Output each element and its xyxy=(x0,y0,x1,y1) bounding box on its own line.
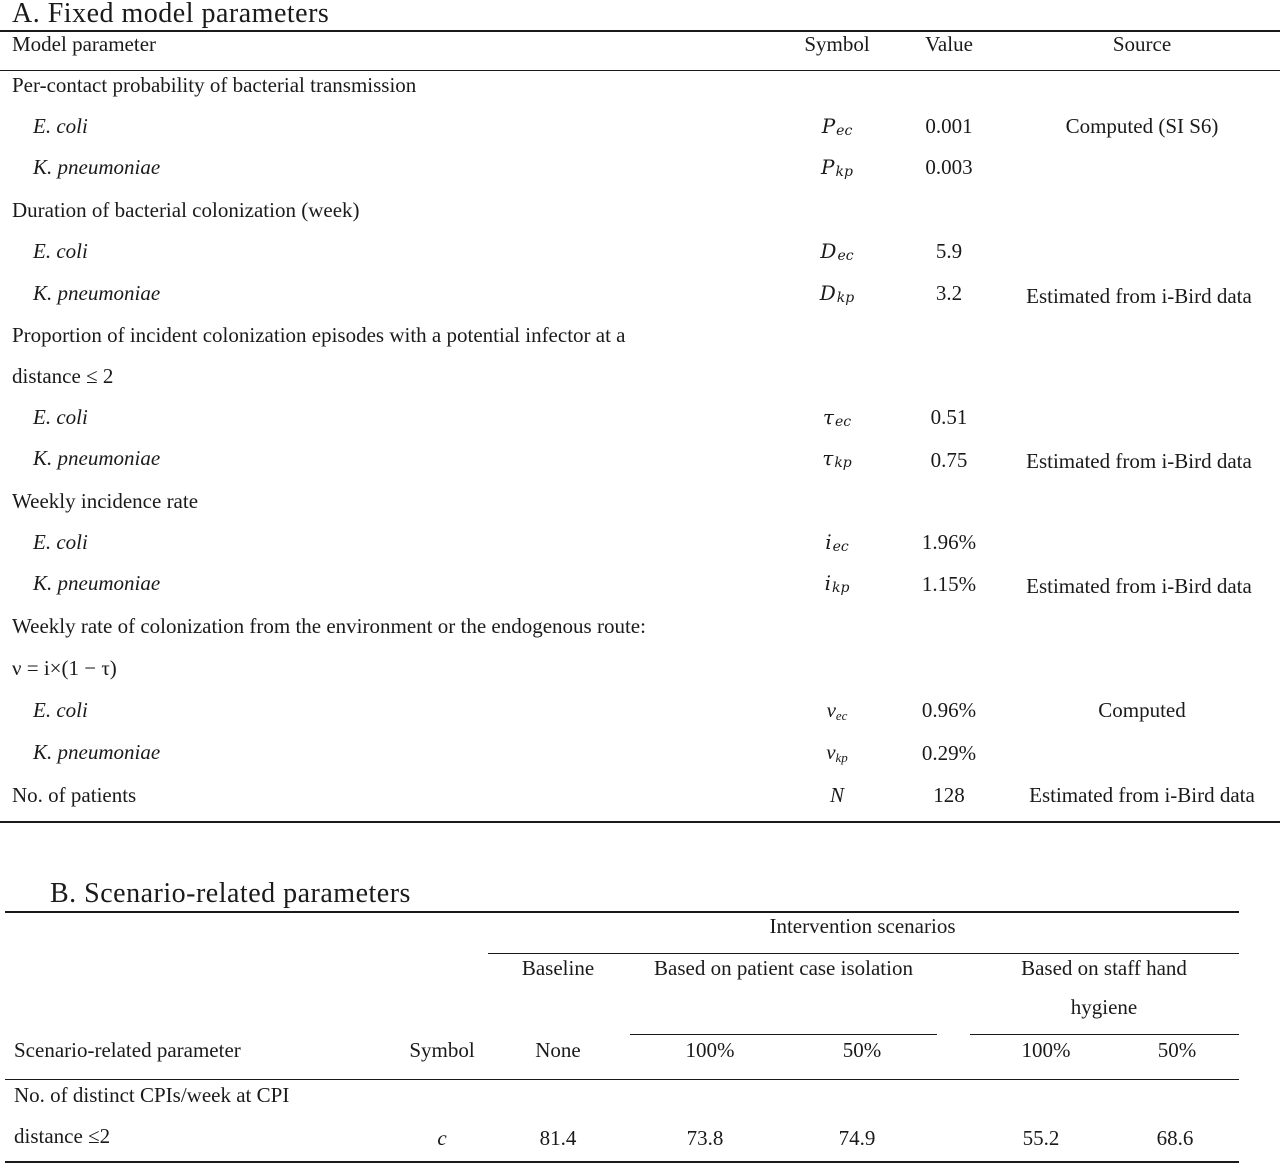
section-b-title: B. Scenario-related parameters xyxy=(50,878,411,909)
symbol: $D_{ec}$ xyxy=(820,239,854,264)
value: 5.9 xyxy=(935,239,963,263)
header-symbol: Symbol xyxy=(804,32,870,56)
header-hygiene-100: 100% xyxy=(1021,1038,1071,1062)
organism-name: E. coli xyxy=(33,530,88,554)
symbol: $i_{ec}$ xyxy=(825,530,849,555)
symbol: $D_{kp}$ xyxy=(819,281,855,306)
value-isolation-50: 74.9 xyxy=(838,1126,876,1150)
section-a-title: A. Fixed model parameters xyxy=(12,0,330,29)
organism-name: K. pneumoniae xyxy=(33,740,161,764)
organism-name: E. coli xyxy=(33,405,88,429)
source: Estimated from i-Bird data xyxy=(1026,449,1252,473)
table-a-bottom-rule xyxy=(0,821,1280,823)
source: Estimated from i-Bird data xyxy=(1029,783,1255,807)
header-hygiene-50: 50% xyxy=(1157,1038,1197,1062)
table-a-header-rule xyxy=(0,70,1280,71)
table-b-header-rule xyxy=(5,1079,1239,1080)
header-scenario-parameter: Scenario-related parameter xyxy=(14,1038,241,1062)
group-label-env-line2: ν = i×(1 − τ) xyxy=(12,656,117,680)
table-b-bottom-rule xyxy=(5,1161,1239,1163)
table-b-top-rule xyxy=(5,911,1239,913)
header-none: None xyxy=(535,1038,581,1062)
value: 0.96% xyxy=(921,698,977,722)
value: 1.96% xyxy=(921,530,977,554)
source: Estimated from i-Bird data xyxy=(1026,284,1252,308)
isolation-span-rule xyxy=(630,1034,937,1035)
symbol: $P_{kp}$ xyxy=(821,155,853,180)
source: Computed (SI S6) xyxy=(1065,114,1219,138)
source: Estimated from i-Bird data xyxy=(1026,574,1252,598)
organism-name: K. pneumoniae xyxy=(33,571,161,595)
value: 0.51 xyxy=(930,405,968,429)
header-model-parameter: Model parameter xyxy=(12,32,157,56)
organism-name: K. pneumoniae xyxy=(33,155,161,179)
header-source: Source xyxy=(1112,32,1172,56)
symbol: $\tau_{ec}$ xyxy=(822,405,852,430)
intervention-span-rule xyxy=(488,953,1239,954)
organism-name: E. coli xyxy=(33,239,88,263)
group-label-transmission: Per-contact probability of bacterial transmission xyxy=(12,73,417,97)
header-patient-case-isolation: Based on patient case isolation xyxy=(654,956,913,980)
value-baseline: 81.4 xyxy=(539,1126,577,1150)
header-value: Value xyxy=(925,32,973,56)
header-staff-hand-hygiene-line2: hygiene xyxy=(1070,995,1138,1019)
hygiene-span-rule xyxy=(970,1034,1239,1035)
value: 0.29% xyxy=(921,741,977,765)
header-intervention-scenarios: Intervention scenarios xyxy=(769,914,956,938)
value: 128 xyxy=(933,783,965,807)
header-baseline: Baseline xyxy=(521,956,595,980)
group-label-proportion-line2: distance ≤ 2 xyxy=(12,364,114,388)
value: 3.2 xyxy=(935,281,963,305)
organism-name: K. pneumoniae xyxy=(33,446,161,470)
value-hygiene-50: 68.6 xyxy=(1156,1126,1194,1150)
organism-name: K. pneumoniae xyxy=(33,281,161,305)
parameter-name-line2: distance ≤2 xyxy=(14,1124,111,1148)
source: Computed xyxy=(1098,698,1186,722)
header-staff-hand-hygiene-line1: Based on staff hand xyxy=(1021,956,1187,980)
value-hygiene-100: 55.2 xyxy=(1022,1126,1060,1150)
value: 0.001 xyxy=(925,114,973,138)
symbol: $\nu_{kp}$ xyxy=(826,740,848,765)
parameter-name-line1: No. of distinct CPIs/week at CPI xyxy=(14,1083,290,1107)
header-symbol-b: Symbol xyxy=(409,1038,475,1062)
symbol: N xyxy=(829,783,844,807)
header-isolation-100: 100% xyxy=(685,1038,735,1062)
symbol: $i_{kp}$ xyxy=(824,571,850,596)
symbol: $\tau_{kp}$ xyxy=(822,446,852,471)
symbol: c xyxy=(437,1126,447,1150)
value: 0.75 xyxy=(930,448,968,472)
value: 0.003 xyxy=(925,155,973,179)
group-label-env-line1: Weekly rate of colonization from the environment or the endogenous route: xyxy=(12,614,646,638)
table-a-top-rule xyxy=(0,30,1280,32)
organism-name: E. coli xyxy=(33,698,88,722)
group-label-proportion-line1: Proportion of incident colonization episodes with a potential infector at a xyxy=(12,323,626,347)
symbol: $\nu_{ec}$ xyxy=(826,698,848,723)
symbol: $P_{ec}$ xyxy=(821,114,853,139)
group-label-duration: Duration of bacterial colonization (week) xyxy=(12,198,360,222)
group-label-incidence: Weekly incidence rate xyxy=(12,489,199,513)
value-isolation-100: 73.8 xyxy=(686,1126,724,1150)
organism-name: E. coli xyxy=(33,114,88,138)
value: 1.15% xyxy=(921,572,977,596)
header-isolation-50: 50% xyxy=(842,1038,882,1062)
parameter-name: No. of patients xyxy=(12,783,137,807)
